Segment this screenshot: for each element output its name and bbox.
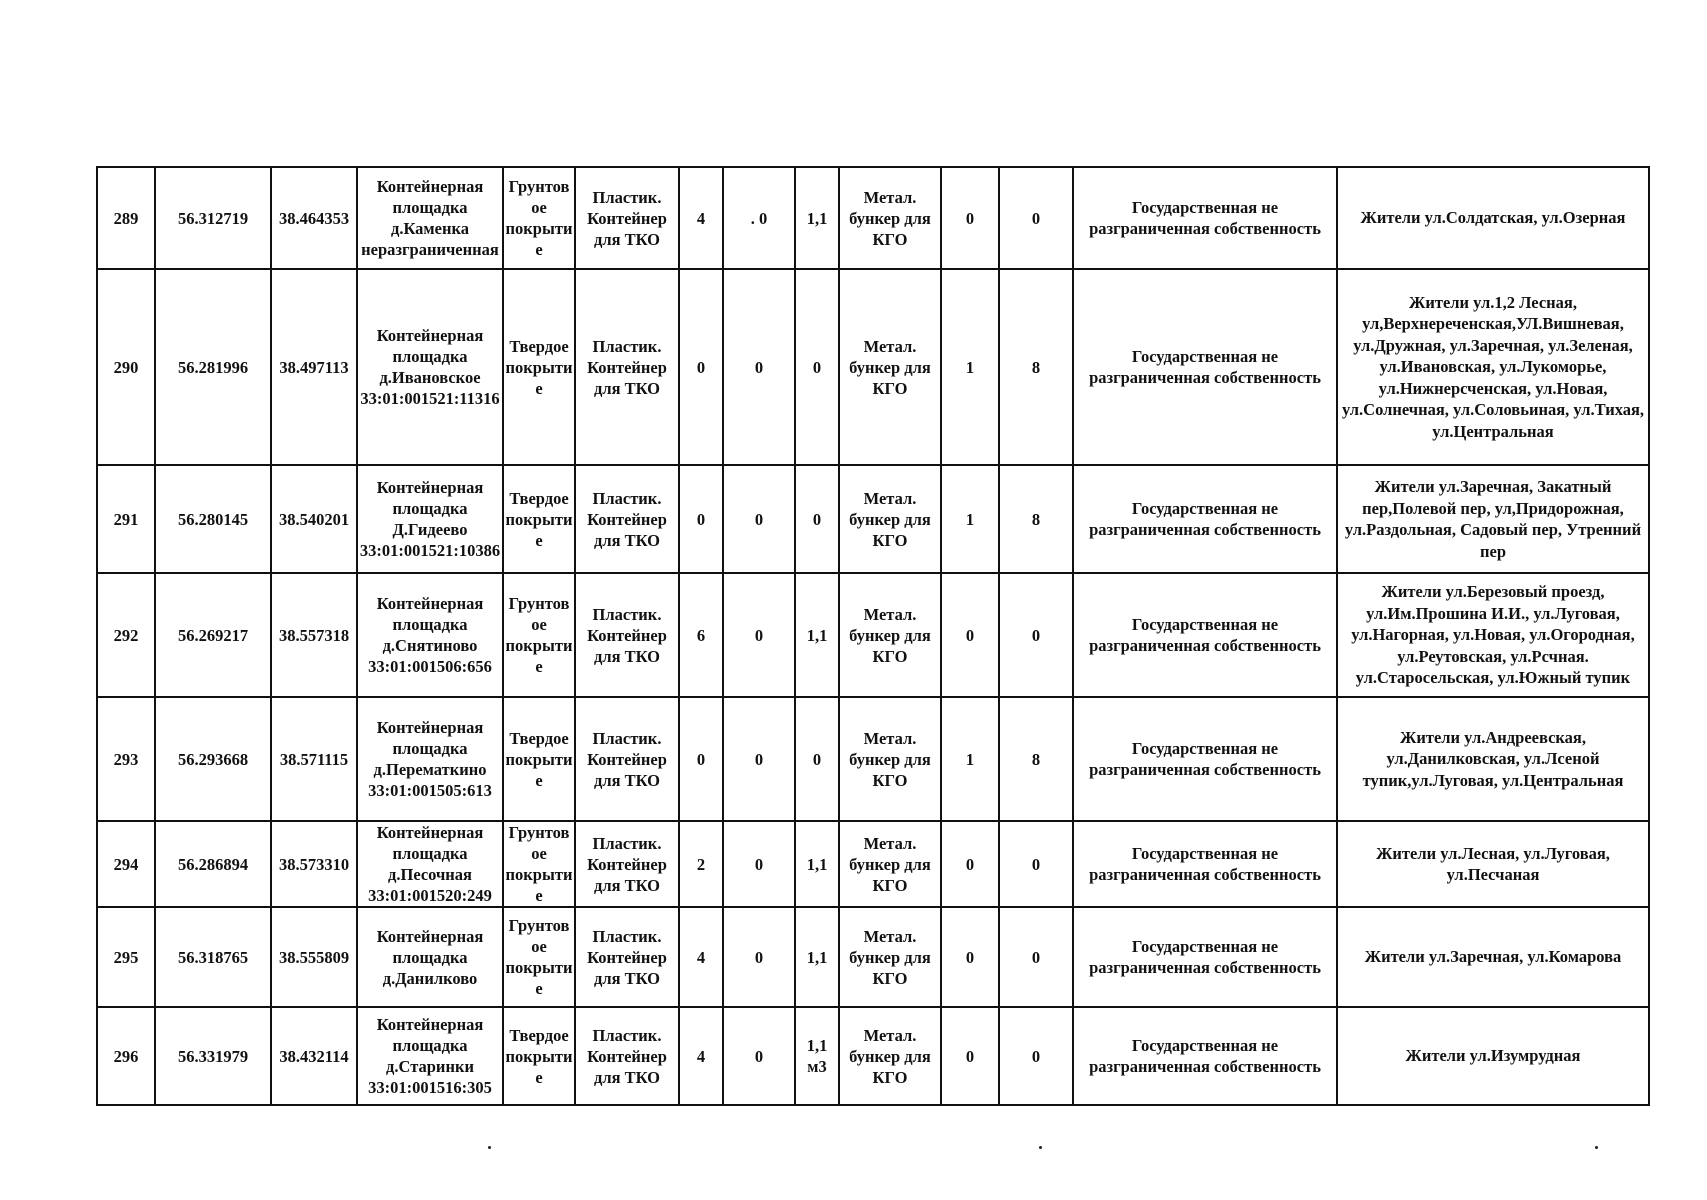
site-name-cell: Контейнерная площадка д.Снятиново 33:01:001506:656	[357, 573, 503, 697]
site-name-cell: Контейнерная площадка д.Ивановское 33:01:001521:11316	[357, 269, 503, 465]
table-row	[97, 821, 1649, 907]
surface-cell: Твердое покрытие	[503, 269, 575, 465]
surface-cell: Твердое покрытие	[503, 465, 575, 573]
container-planned-cell: . 0	[723, 167, 795, 269]
bunker-count-cell: 0	[941, 1007, 999, 1105]
container-type-cell: Пластик. Контейнер для ТКО	[575, 821, 679, 907]
container-volume-cell: 0	[795, 465, 839, 573]
longitude-cell: 38.432114	[271, 1007, 357, 1105]
container-planned-cell: 0	[723, 1007, 795, 1105]
residents-cell: Жители ул.Андреевская, ул.Данилковская, ул.Лсеной тупик,ул.Луговая, ул.Центральная	[1337, 697, 1649, 821]
bunker-type-cell: Метал. бункер для КГО	[839, 907, 941, 1007]
ownership-cell: Государственная не разграниченная собственность	[1073, 269, 1337, 465]
longitude-cell: 38.540201	[271, 465, 357, 573]
container-planned-cell: 0	[723, 697, 795, 821]
container-volume-cell: 1,1	[795, 907, 839, 1007]
document-sheet	[96, 166, 1648, 1106]
bunker-volume-cell: 0	[999, 907, 1073, 1007]
row-number: 294	[97, 821, 155, 907]
container-planned-cell: 0	[723, 465, 795, 573]
ownership-cell: Государственная не разграниченная собственность	[1073, 821, 1337, 907]
surface-cell: Грунтовое покрытие	[503, 167, 575, 269]
ownership-cell: Государственная не разграниченная собственность	[1073, 697, 1337, 821]
residents-cell: Жители ул.Заречная, ул.Комарова	[1337, 907, 1649, 1007]
container-type-cell: Пластик. Контейнер для ТКО	[575, 1007, 679, 1105]
container-count-cell: 4	[679, 1007, 723, 1105]
latitude-cell: 56.269217	[155, 573, 271, 697]
container-count-cell: 4	[679, 167, 723, 269]
container-planned-cell: 0	[723, 907, 795, 1007]
ownership-cell: Государственная не разграниченная собственность	[1073, 1007, 1337, 1105]
bunker-volume-cell: 8	[999, 269, 1073, 465]
container-volume-cell: 1,1 м3	[795, 1007, 839, 1105]
surface-cell: Грунтовое покрытие	[503, 573, 575, 697]
ownership-cell: Государственная не разграниченная собственность	[1073, 167, 1337, 269]
table-row	[97, 573, 1649, 697]
longitude-cell: 38.555809	[271, 907, 357, 1007]
longitude-cell: 38.497113	[271, 269, 357, 465]
container-count-cell: 4	[679, 907, 723, 1007]
scan-dots	[0, 1146, 1707, 1154]
site-name-cell: Контейнерная площадка д.Данилково	[357, 907, 503, 1007]
bunker-volume-cell: 8	[999, 465, 1073, 573]
site-name-cell: Контейнерная площадка д.Песочная 33:01:001520:249	[357, 821, 503, 907]
bunker-volume-cell: 0	[999, 167, 1073, 269]
table-row	[97, 697, 1649, 821]
container-volume-cell: 1,1	[795, 821, 839, 907]
bunker-count-cell: 1	[941, 269, 999, 465]
bunker-type-cell: Метал. бункер для КГО	[839, 269, 941, 465]
bunker-type-cell: Метал. бункер для КГО	[839, 465, 941, 573]
bunker-volume-cell: 8	[999, 697, 1073, 821]
table-row	[97, 167, 1649, 269]
container-volume-cell: 0	[795, 269, 839, 465]
latitude-cell: 56.293668	[155, 697, 271, 821]
container-type-cell: Пластик. Контейнер для ТКО	[575, 697, 679, 821]
container-planned-cell: 0	[723, 573, 795, 697]
longitude-cell: 38.571115	[271, 697, 357, 821]
container-planned-cell: 0	[723, 269, 795, 465]
bunker-volume-cell: 0	[999, 1007, 1073, 1105]
bunker-type-cell: Метал. бункер для КГО	[839, 1007, 941, 1105]
container-volume-cell: 1,1	[795, 167, 839, 269]
latitude-cell: 56.318765	[155, 907, 271, 1007]
container-count-cell: 0	[679, 465, 723, 573]
table-row	[97, 269, 1649, 465]
container-type-cell: Пластик. Контейнер для ТКО	[575, 167, 679, 269]
surface-cell: Твердое покрытие	[503, 697, 575, 821]
bunker-count-cell: 1	[941, 697, 999, 821]
residents-cell: Жители ул.1,2 Лесная, ул,Верхнереченская,УЛ.Вишневая, ул.Дружная, ул.Заречная, ул.Зеленая, ул.Ивановская, ул.Лукоморье, ул.Нижнерсченская, ул.Новая, ул.Солнечная, ул.Соловьиная, ул.Тихая, ул.Центральная	[1337, 269, 1649, 465]
longitude-cell: 38.557318	[271, 573, 357, 697]
scan-dot	[488, 1146, 491, 1149]
row-number: 290	[97, 269, 155, 465]
bunker-type-cell: Метал. бункер для КГО	[839, 167, 941, 269]
scan-dot	[1595, 1146, 1598, 1149]
residents-cell: Жители ул.Лесная, ул.Луговая, ул.Песчаная	[1337, 821, 1649, 907]
row-number: 292	[97, 573, 155, 697]
latitude-cell: 56.331979	[155, 1007, 271, 1105]
bunker-volume-cell: 0	[999, 821, 1073, 907]
residents-cell: Жители ул.Изумрудная	[1337, 1007, 1649, 1105]
ownership-cell: Государственная не разграниченная собственность	[1073, 465, 1337, 573]
longitude-cell: 38.573310	[271, 821, 357, 907]
container-count-cell: 0	[679, 269, 723, 465]
table-row	[97, 1007, 1649, 1105]
bunker-count-cell: 0	[941, 167, 999, 269]
container-planned-cell: 0	[723, 821, 795, 907]
ownership-cell: Государственная не разграниченная собственность	[1073, 907, 1337, 1007]
latitude-cell: 56.280145	[155, 465, 271, 573]
container-count-cell: 0	[679, 697, 723, 821]
bunker-count-cell: 0	[941, 907, 999, 1007]
table-row	[97, 907, 1649, 1007]
surface-cell: Твердое покрытие	[503, 1007, 575, 1105]
surface-cell: Грунтовое покрытие	[503, 821, 575, 907]
bunker-volume-cell: 0	[999, 573, 1073, 697]
site-name-cell: Контейнерная площадка д.Перематкино 33:01:001505:613	[357, 697, 503, 821]
surface-cell: Грунтовое покрытие	[503, 907, 575, 1007]
table-row	[97, 465, 1649, 573]
container-volume-cell: 1,1	[795, 573, 839, 697]
latitude-cell: 56.281996	[155, 269, 271, 465]
container-count-cell: 2	[679, 821, 723, 907]
bunker-count-cell: 0	[941, 821, 999, 907]
bunker-type-cell: Метал. бункер для КГО	[839, 697, 941, 821]
row-number: 296	[97, 1007, 155, 1105]
container-type-cell: Пластик. Контейнер для ТКО	[575, 573, 679, 697]
residents-cell: Жители ул.Солдатская, ул.Озерная	[1337, 167, 1649, 269]
longitude-cell: 38.464353	[271, 167, 357, 269]
bunker-type-cell: Метал. бункер для КГО	[839, 821, 941, 907]
ownership-cell: Государственная не разграниченная собственность	[1073, 573, 1337, 697]
latitude-cell: 56.286894	[155, 821, 271, 907]
row-number: 293	[97, 697, 155, 821]
container-type-cell: Пластик. Контейнер для ТКО	[575, 269, 679, 465]
bunker-count-cell: 1	[941, 465, 999, 573]
site-name-cell: Контейнерная площадка Д.Гидеево 33:01:001521:10386	[357, 465, 503, 573]
site-name-cell: Контейнерная площадка д.Каменка неразграниченная	[357, 167, 503, 269]
container-volume-cell: 0	[795, 697, 839, 821]
bunker-type-cell: Метал. бункер для КГО	[839, 573, 941, 697]
latitude-cell: 56.312719	[155, 167, 271, 269]
row-number: 295	[97, 907, 155, 1007]
waste-site-registry-table	[96, 166, 1650, 1106]
scan-dot	[1039, 1146, 1042, 1149]
residents-cell: Жители ул.Березовый проезд, ул.Им.Прошина И.И., ул.Луговая, ул.Нагорная, ул.Новая, ул.Огородная, ул.Реутовская, ул.Рсчная. ул.Старосельская, ул.Южный тупик	[1337, 573, 1649, 697]
row-number: 289	[97, 167, 155, 269]
site-name-cell: Контейнерная площадка д.Старинки 33:01:001516:305	[357, 1007, 503, 1105]
container-count-cell: 6	[679, 573, 723, 697]
container-type-cell: Пластик. Контейнер для ТКО	[575, 465, 679, 573]
container-type-cell: Пластик. Контейнер для ТКО	[575, 907, 679, 1007]
row-number: 291	[97, 465, 155, 573]
bunker-count-cell: 0	[941, 573, 999, 697]
residents-cell: Жители ул.Заречная, Закатный пер,Полевой пер, ул,Придорожная, ул.Раздольная, Садовый пер, Утренний пер	[1337, 465, 1649, 573]
